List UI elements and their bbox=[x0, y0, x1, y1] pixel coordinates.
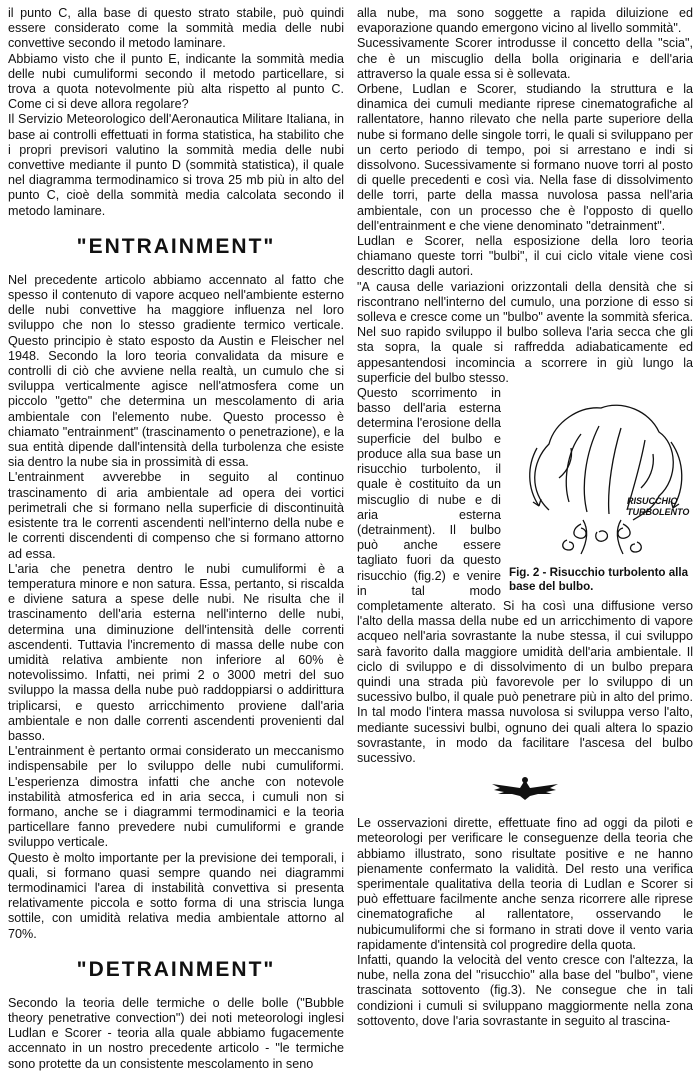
paragraph: Ludlan e Scorer, nella esposizione della loro teoria chiamano queste torri "bulbi", il cui ciclo vitale viene così descritto dagli autori. bbox=[357, 234, 693, 279]
figure-label-turbolento: TURBOLENTO bbox=[627, 507, 690, 518]
figure-caption: Fig. 2 - Risucchio turbolento alla base del bulbo. bbox=[509, 566, 689, 594]
paragraph: L'entrainment avverebbe in seguito al continuo trascinamento di aria ambientale ad opera dei vortici perimetrali che si formano nella superficie di discontinuità esistente tra le correnti ascendenti nell'interno della nube e le correnti discendenti di compenso che si formano attorno ad essa. bbox=[8, 470, 344, 561]
paragraph: L'aria che penetra dentro le nubi cumuliformi è a temperatura minore e non satura. Essa, pertanto, si riscalda e diviene satura a spese delle nubi. Ne risulta che il trascinamento dell'aria esterna nell'interno delle nubi, determina una diminuzione dell'intensità delle correnti ascendenti. Tuttavia l'incremento di massa delle nube con umidità relativa ambiente non inferiore al 60% è notevolissimo. Infatti, nei primi 2 o 3000 metri del suo sviluppo la massa della nube può raddoppiarsi o addirittura triplicarsi, e questo arricchimento proviene dall'aria ambientale e non dalle correnti ascendenti provenienti dal basso. bbox=[8, 561, 344, 743]
paragraph: "A causa delle variazioni orizzontali della densità che si riscontrano nell'interno del cumulo, una porzione di esso si solleva e cresce come un "bulbo" avente la sommità sferica. Nel suo rapido sviluppo il bulbo solleva l'aria secca che gli sta sopra, la quale si raffredda adiabaticamente ed appesantendosi incomincia a scorrere in giù lungo la superficie del bulbo stesso. bbox=[357, 279, 693, 385]
paragraph: Orbene, Ludlan e Scorer, studiando la struttura e la dinamica dei cumuli mediante riprese cinematografiche al rallentatore, hanno rilevato che nella parte superiore della nube si formano delle singole torri, le quali si sviluppano per un certo periodo di tempo, poi si arrestano e indi si dissolvono. Sucessivamente si formano nuove torri al posto di quelle precedenti e così via. Nella fase di dissolvimento delle torri, parte della massa nuvolosa passa nell'aria ambientale, con un processo che è l'opposto di quello dell'entrainment e che viene denominato "detrainment". bbox=[357, 82, 693, 233]
figure-2 bbox=[509, 392, 693, 594]
paragraph: Sucessivamente Scorer introdusse il concetto della "scia", che è un miscuglio della bolla originaria e dell'aria attraverso la quale essa si è sollevata. bbox=[357, 36, 693, 81]
bulb-turbulence-illustration bbox=[509, 392, 693, 560]
left-column bbox=[8, 6, 344, 1072]
right-column bbox=[357, 6, 693, 1029]
paragraph: alla nube, ma sono soggette a rapida diluizione ed evaporazione quando emergono vicino al livello sommità". bbox=[357, 6, 693, 36]
paragraph: Questo è molto importante per la previsione dei temporali, i quali, si formano quasi sempre quando nei diagrammi termodinamici l'area di instabilità convettiva si presenta relativamente piccola e sotto forma di una striscia lunga sottile, con umidità relativa media ambientale attorno al 70%. bbox=[8, 850, 344, 941]
paragraph: Nel precedente articolo abbiamo accennato al fatto che spesso il contenuto di vapore acqueo nell'ambiente esterno delle nubi convettive ha maggiore influenza nel loro sviluppo che non lo stesso gradiente termico verticale. Questo principio è stato esposto da Austin e Fleischer nel 1948. Secondo la loro teoria convalidata da misure e controlli di ciò che avviene nella realtà, un cumulo che si sviluppa verticalmente agisce nell'atmosfera come un piccolo "getto" che determina un mescolamento di aria ambientale con l'elemento nube. Questo processo è chiamato "entrainment" (trascinamento o penetrazione), e la sua entità dipende dall'intensità della turbolenza che esiste sia dentro la nube sia in prossimità di essa. bbox=[8, 272, 344, 470]
paragraph: Infatti, quando la velocità del vento cresce con l'altezza, la nube, nella zona del "risucchio" alla base del "bulbo", viene trascinata sottovento (fig.3). Ne consegue che in tali condizioni i cumuli si sviluppano maggiormente nella zona sottovento, dove l'aria sovrastante in seguito al trascina- bbox=[357, 952, 693, 1028]
paragraph: Questo scorrimento in basso dell'aria esterna determina l'erosione della superficie del bulbo e produce alla sua base un risucchio turbolento, il quale è costituito da un miscuglio di nube e di aria esterna (detrainment). Il bulbo può anche essere tagliato fuori da questo risucchio (fig.2) e venire in tal modo completamente alterato. Si ha così una diffusione verso l'alto della massa della nube ed un arricchimento di vapore acqueo nell'aria sovrastante la nube stessa, il cui sviluppo sarà favorito dalla maggiore umidità dell'aria ambientale. Il ciclo di sviluppo e di dissolvimento di un bulbo prepara quindi una strada più favorevole per lo sviluppo di un sucessivo bulbo, il quale può penetrare più in alto del primo. In tal modo l'intera massa nuvolosa si sviluppa verso l'alto, mediante sucessivi bulbi, ognuno dei quali altera lo spazio sovrastante, in modo da facilitare l'ascesa del bulbo sucessivo. bbox=[357, 386, 693, 765]
section-heading-detrainment: "DETRAINMENT" bbox=[76, 957, 276, 981]
paragraph: Le osservazioni dirette, effettuate fino ad oggi da piloti e meteorologi per verificare le conseguenze della teoria che abbiamo illustrato, sono risultate positive e ne hanno pienamente confermato la validità. Del resto una verifica sperimentale qualitativa della teoria di Ludlan e Scorer si può effettuare facilmente anche senza ricorrere alle riprese cinematografiche al rallentatore, osservando le nubicumuliformi che si formano in strati dove il vento varia rapidamente d'intensità col progredire della quota. bbox=[357, 816, 693, 952]
section-heading-entrainment: "ENTRAINMENT" bbox=[76, 234, 276, 258]
eagle-emblem-icon bbox=[490, 774, 560, 802]
figure-label-risucchio: RISUCCHIO bbox=[627, 496, 678, 507]
paragraph: Il Servizio Meteorologico dell'Aeronautica Militare Italiana, in base ai controlli effettuati in forma statistica, ha stabilito che i propri previsori valutino la sommità media delle nubi convettive mediante il punto D (sommità statistica), il quale nel diagramma termodinamico si trova 25 mb più in alto del punto C, cioè della sommità media calcolata secondo il metodo laminare. bbox=[8, 112, 344, 218]
paragraph: L'entrainment è pertanto ormai considerato un meccanismo indispensabile per lo sviluppo delle nubi cumuliformi. L'esperienza dimostra infatti che anche con notevole instabilità atmosferica ed in aria secca, i cumuli non si formano, anche se i diagrammi termodinamici e la teoria particellare fanno prevedere nubi cumuliformi e grande sviluppo verticale. bbox=[8, 744, 344, 850]
paragraph: Abbiamo visto che il punto E, indicante la sommità media delle nubi cumuliformi secondo il metodo particellare, si trova a quota notevolmente più alta rispetto al punto C. Come ci si deve allora regolare? bbox=[8, 51, 344, 112]
paragraph: Secondo la teoria delle termiche o delle bolle ("Bubble theory penetrative convection") dei noti meteorologi inglesi Ludlan e Scorer - teoria alla quale abbiamo fugacemente accennato in un nostro precedente articolo - "le termiche sono protette da un consistente mescolamento in seno bbox=[8, 995, 344, 1071]
paragraph: il punto C, alla base di questo strato stabile, può quindi essere considerato come la sommità media delle nubi convettive secondo il metodo laminare. bbox=[8, 6, 344, 51]
